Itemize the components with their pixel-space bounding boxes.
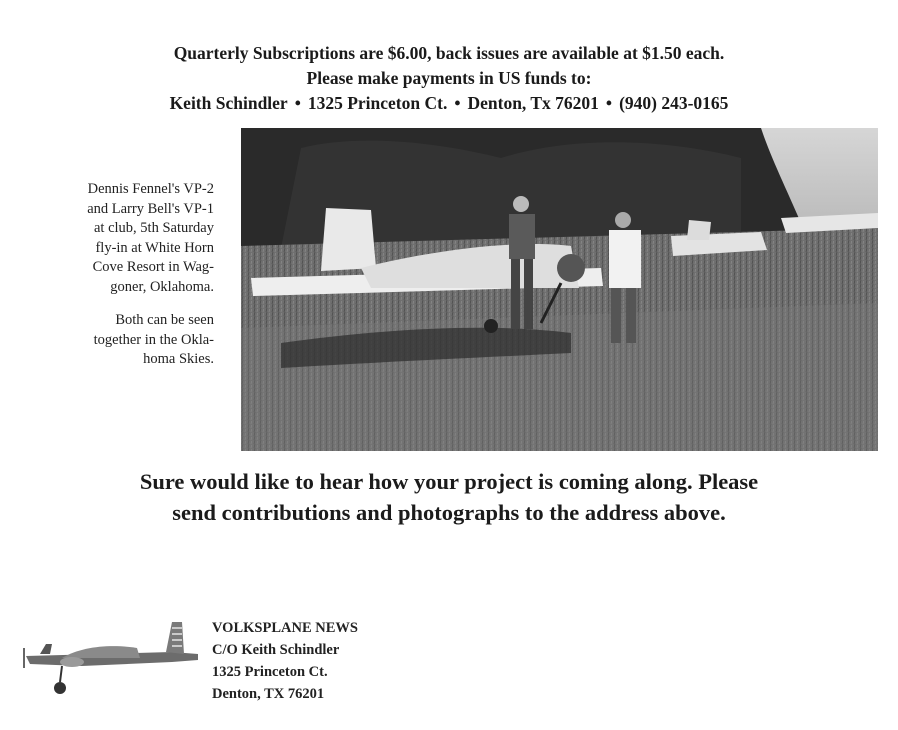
- separator-dot: •: [454, 93, 461, 113]
- caption-line: and Larry Bell's VP-1: [87, 200, 214, 217]
- mailer-line: 1325 Princeton Ct.: [212, 664, 328, 680]
- mailing-label: [212, 617, 358, 705]
- caption-line: Both can be seen: [115, 312, 214, 328]
- payee-name: Keith Schindler: [169, 93, 288, 113]
- separator-dot: •: [605, 93, 613, 113]
- payee-phone: (940) 243-0165: [619, 93, 729, 113]
- mailer-line: Denton, TX 76201: [212, 686, 325, 702]
- caption-line: Dennis Fennel's VP-2: [87, 181, 214, 197]
- appeal-line: send contributions and photographs to the address above.: [172, 500, 726, 525]
- caption-line: together in the Okla-: [93, 331, 214, 348]
- photo-illustration: [241, 128, 878, 451]
- caption-line: homa Skies.: [143, 351, 214, 367]
- appeal-line: Sure would like to hear how your project is coming along. Please: [139, 469, 759, 494]
- caption-line: fly-in at White Horn: [95, 239, 214, 256]
- payment-address: [0, 92, 898, 114]
- caption-line: goner, Oklahoma.: [110, 278, 214, 295]
- photo-caption: [18, 180, 214, 370]
- mailer-line: C/O Keith Schindler: [212, 642, 340, 658]
- payment-instructions: Please make payments in US funds to:: [306, 68, 592, 88]
- payee-street: 1325 Princeton Ct.: [307, 93, 448, 113]
- contribution-appeal: [0, 466, 898, 528]
- payee-city: Denton, Tx 76201: [467, 93, 599, 113]
- airplane-logo-icon: [22, 618, 204, 698]
- separator-dot: •: [294, 93, 301, 113]
- mailer-title: VOLKSPLANE NEWS: [212, 620, 358, 636]
- airplanes-photo: [241, 128, 878, 451]
- subscription-info: Quarterly Subscriptions are $6.00, back issues are available at $1.50 each.: [173, 43, 725, 63]
- caption-line: at club, 5th Saturday: [93, 220, 214, 236]
- caption-line: Cove Resort in Wag-: [92, 259, 214, 275]
